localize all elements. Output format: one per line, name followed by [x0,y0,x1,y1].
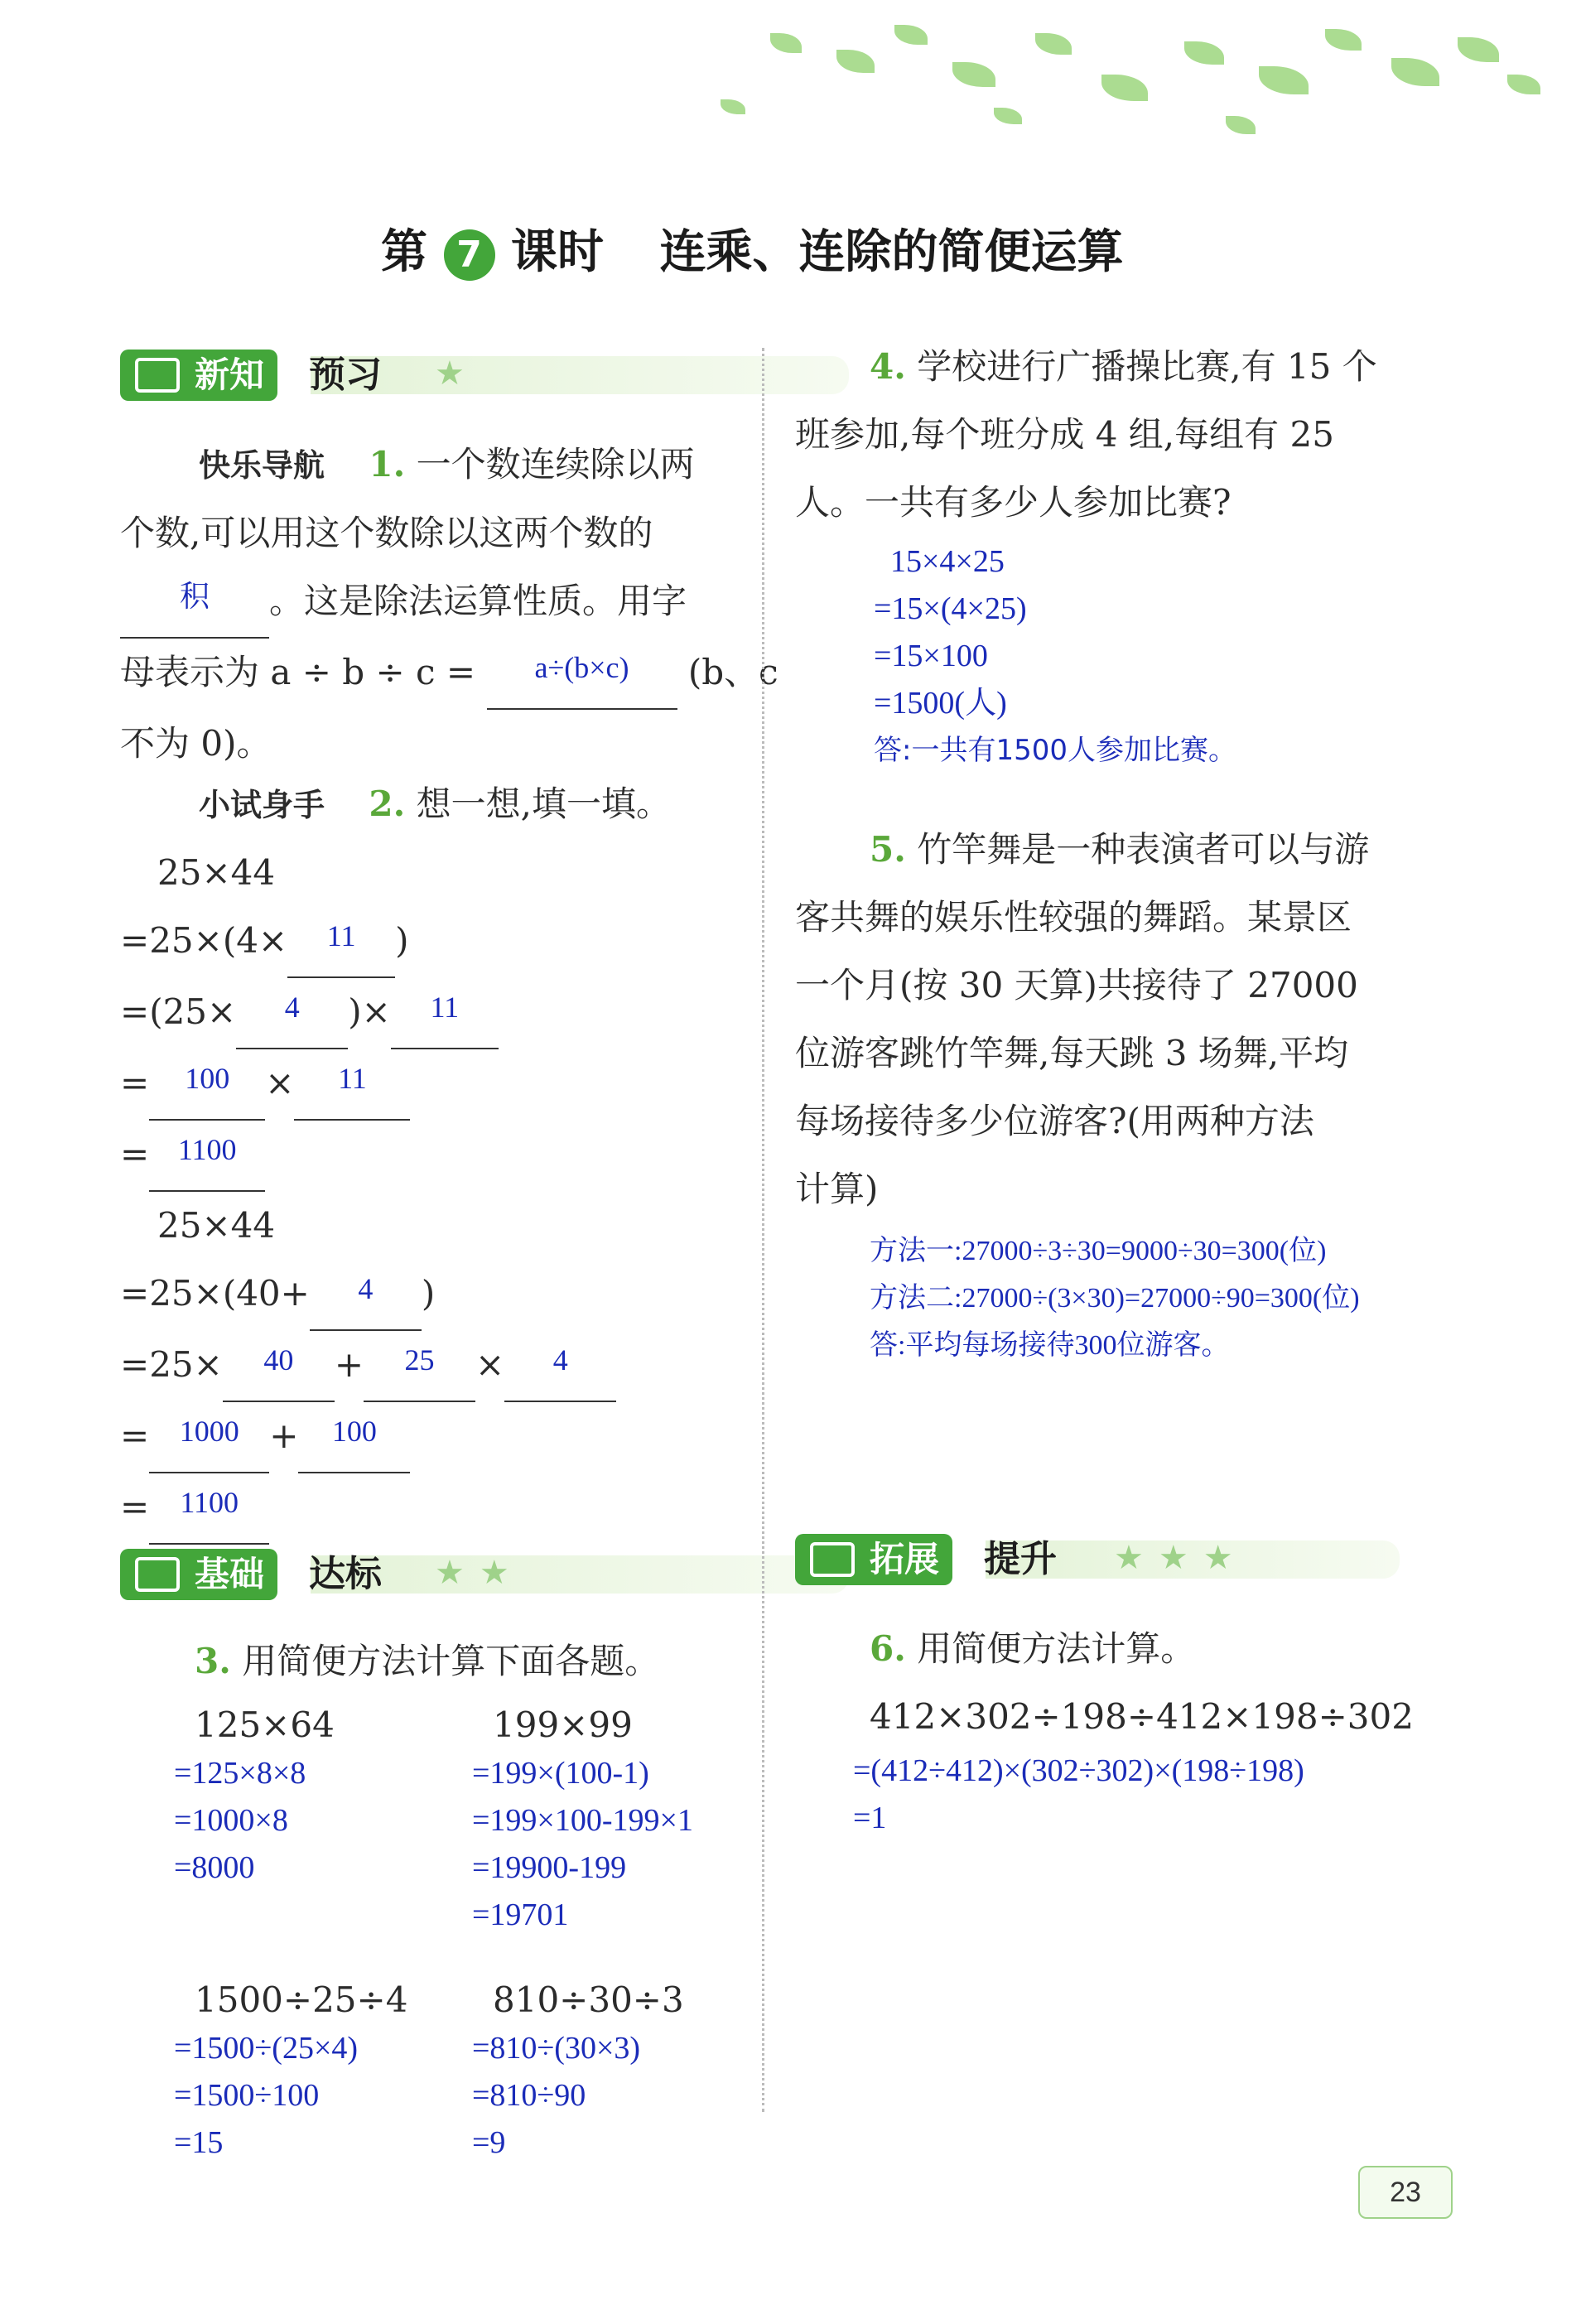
q2-blank[interactable] [223,1331,335,1402]
q5-step: 答:平均每场接待300位游客。 [870,1330,1230,1361]
q3-d-step: =810÷(30×3) [472,2031,641,2066]
q2-number: 2. [369,784,406,824]
q6-answer [853,1748,1304,1842]
q2-eq: = [120,1134,150,1174]
q3-c-step: =1500÷100 [174,2078,320,2113]
certificate-icon [135,1557,180,1592]
q4-step: 15×4×25 [890,544,1005,579]
q2-plus: + [334,1344,364,1385]
q1-blank2[interactable] [487,639,677,710]
q2-tag: 小试身手 [199,787,325,823]
q5 [795,816,1369,1223]
q1-line1: 一个数连续除以两 [416,444,695,485]
q1-line3 [120,567,778,639]
q5-step: 方法一:27000÷3÷30=9000÷30=300(位) [870,1236,1327,1266]
title-lesson-word: 课时 [511,225,604,279]
q3-c-step: =1500÷(25×4) [174,2031,359,2066]
q2-answer: 40 [263,1343,294,1377]
q6 [870,1615,1195,1683]
q2-blank[interactable] [294,1049,410,1121]
banner-tail [311,356,849,394]
q1-line3-text: 。这是除法运算性质。用字 [269,581,687,621]
q2-answer: 1100 [177,1133,237,1166]
q5-line3: 一个月(按 30 天算)共接待了 27000 [795,965,1358,1005]
q4-step: =1500(人) [874,686,1007,721]
q1-blank1[interactable] [120,567,269,639]
q2-eq: = [120,1063,150,1103]
title-text: 连乘、连除的简便运算 [659,225,1124,279]
q2-answer: 1000 [179,1415,239,1448]
q3-d [472,1975,684,2167]
q5-line1: 竹竿舞是一种表演者可以与游 [917,829,1370,870]
q4-step: =15×(4×25) [874,591,1027,626]
q4-step: =15×100 [874,639,988,673]
q2-expr: 25×44 [157,852,276,893]
q2-blank[interactable] [287,907,395,978]
q6-step: =(412÷412)×(302÷302)×(198÷198) [853,1753,1304,1788]
q5-line2: 客共舞的娱乐性较强的舞蹈。某景区 [795,897,1352,938]
banner-tail [311,1555,849,1594]
q3-c-step: =15 [174,2125,224,2160]
q3-prompt: 用简便方法计算下面各题。 [242,1641,660,1681]
star-icon: ★★ [435,1554,524,1592]
q2-plus: + [269,1415,299,1456]
q2-eq: = [120,1487,150,1527]
section-extend [795,1534,1408,1585]
q1-line4-tail: (b、c [687,652,778,692]
q3-b [472,1700,693,1939]
section-basic [120,1549,733,1600]
banner-label: 预习 [309,354,382,396]
banner-label: 提升 [984,1538,1057,1580]
q2 [120,770,671,1545]
q2-answer: 4 [358,1272,374,1305]
q2-blank[interactable] [310,1260,422,1331]
q3-d-step: =9 [472,2125,506,2160]
q4-line3: 人。一共有多少人参加比赛? [795,482,1232,523]
q2-blank[interactable] [236,978,348,1049]
q2-eq: = [120,1415,150,1456]
q2-row1 [120,907,671,978]
q3-b-step: =199×100-199×1 [472,1803,693,1838]
q3-a-step: =125×8×8 [174,1756,306,1791]
q2-row2-mid: )× [348,991,391,1032]
q2-blank[interactable] [149,1121,265,1192]
q2-blank[interactable] [149,1473,269,1545]
q3-b-step: =199×(100-1) [472,1756,649,1791]
q6-prompt: 用简便方法计算。 [917,1628,1196,1669]
q2-answer: 100 [185,1062,230,1095]
q3-b-expr: 199×99 [493,1704,633,1745]
q2-row3 [120,1049,671,1121]
q1-line5: 不为 0)。 [120,723,272,764]
q2-srow1-text: =25×(40+ [120,1273,310,1314]
q3-d-step: =810÷90 [472,2078,586,2113]
q1-line4-text: 母表示为 a ÷ b ÷ c = [120,652,476,692]
q1-answer2: a÷(b×c) [534,651,629,684]
q2-row4 [120,1121,671,1192]
q2-answer: 1100 [180,1486,239,1519]
q2-srow1 [120,1260,671,1331]
q4-number: 4. [870,346,906,387]
page-number [1358,2166,1453,2219]
q3-a-expr: 125×64 [195,1704,335,1745]
q3-a-step: =8000 [174,1850,255,1885]
banner-pill-label: 新知 [195,354,265,395]
q2-srow3 [120,1402,671,1473]
q3 [195,1627,659,1695]
q3-b-step: =19900-199 [472,1850,627,1885]
q5-line5: 每场接待多少位游客?(用两种方法 [795,1101,1314,1141]
q2-row1-text: =25×(4× [120,920,288,961]
q4-line1: 学校进行广播操比赛,有 15 个 [917,346,1377,387]
column-divider [762,348,764,2112]
q2-srow1-tail: ) [421,1273,436,1314]
q2-answer: 11 [338,1062,367,1095]
q1-answer1: 积 [179,580,210,613]
q4-step: 答:一共有1500人参加比赛。 [874,734,1236,767]
q2-times: × [265,1063,295,1103]
star-icon: ★★★ [1114,1539,1248,1577]
q2-blank[interactable] [391,978,499,1049]
section-preview [120,350,733,401]
q2-prompt: 想一想,填一填。 [416,784,671,824]
q2-row2-text: =(25× [120,991,237,1032]
q1-line2: 个数,可以用这个数除以这两个数的 [120,513,653,553]
q2-expr2: 25×44 [157,1205,276,1246]
q1-tag: 快乐导航 [199,447,325,484]
q4-answer [874,538,1236,774]
q6-step: =1 [853,1801,887,1835]
q5-number: 5. [870,829,906,870]
q2-row1-tail: ) [395,920,409,961]
q5-line4: 位游客跳竹竿舞,每天跳 3 场舞,平均 [795,1033,1349,1073]
q2-times: × [475,1344,505,1385]
q3-c-expr: 1500÷25÷4 [195,1979,408,2020]
q4-line2: 班参加,每个班分成 4 组,每组有 25 [795,414,1334,455]
q2-srow4 [120,1473,671,1545]
q3-a-step: =1000×8 [174,1803,288,1838]
q2-blank[interactable] [504,1331,616,1402]
banner-pill-label: 基础 [195,1554,265,1594]
q2-answer: 100 [331,1415,377,1448]
banner-label: 达标 [309,1553,382,1595]
checklist-icon [810,1542,855,1577]
q2-answer: 4 [284,991,300,1024]
q1-line4 [120,639,778,710]
q2-row2 [120,978,671,1049]
q3-a [174,1700,335,1892]
q5-answer [870,1227,1360,1369]
lesson-title [381,219,1124,286]
q6-number: 6. [870,1628,906,1669]
q2-srow2-text: =25× [120,1344,223,1385]
q1-number: 1. [369,444,406,485]
q3-number: 3. [195,1641,231,1681]
q2-answer: 11 [430,991,460,1024]
q5-step: 方法二:27000÷(3×30)=27000÷90=300(位) [870,1283,1360,1314]
q2-blank[interactable] [364,1331,475,1402]
q3-d-expr: 810÷30÷3 [493,1979,684,2020]
q3-b-step: =19701 [472,1897,569,1932]
page-number-label: 23 [1390,2177,1421,2208]
q6-expr: 412×302÷198÷412×198÷302 [870,1696,1414,1737]
title-prefix: 第 [381,225,427,279]
q2-blank[interactable] [149,1049,265,1121]
q2-answer: 11 [326,919,356,952]
q2-answer: 25 [404,1343,435,1377]
q3-c [174,1975,407,2167]
q5-line6: 计算) [795,1169,879,1209]
book-icon [135,358,180,393]
q2-blank[interactable] [149,1402,269,1473]
q2-srow2 [120,1331,671,1402]
lesson-number-badge: 7 [444,229,495,281]
star-icon: ★ [435,354,480,393]
banner-pill-label: 拓展 [870,1539,940,1579]
q4 [795,333,1377,537]
q2-blank[interactable] [298,1402,410,1473]
q1 [120,431,778,778]
q2-answer: 4 [552,1343,568,1377]
